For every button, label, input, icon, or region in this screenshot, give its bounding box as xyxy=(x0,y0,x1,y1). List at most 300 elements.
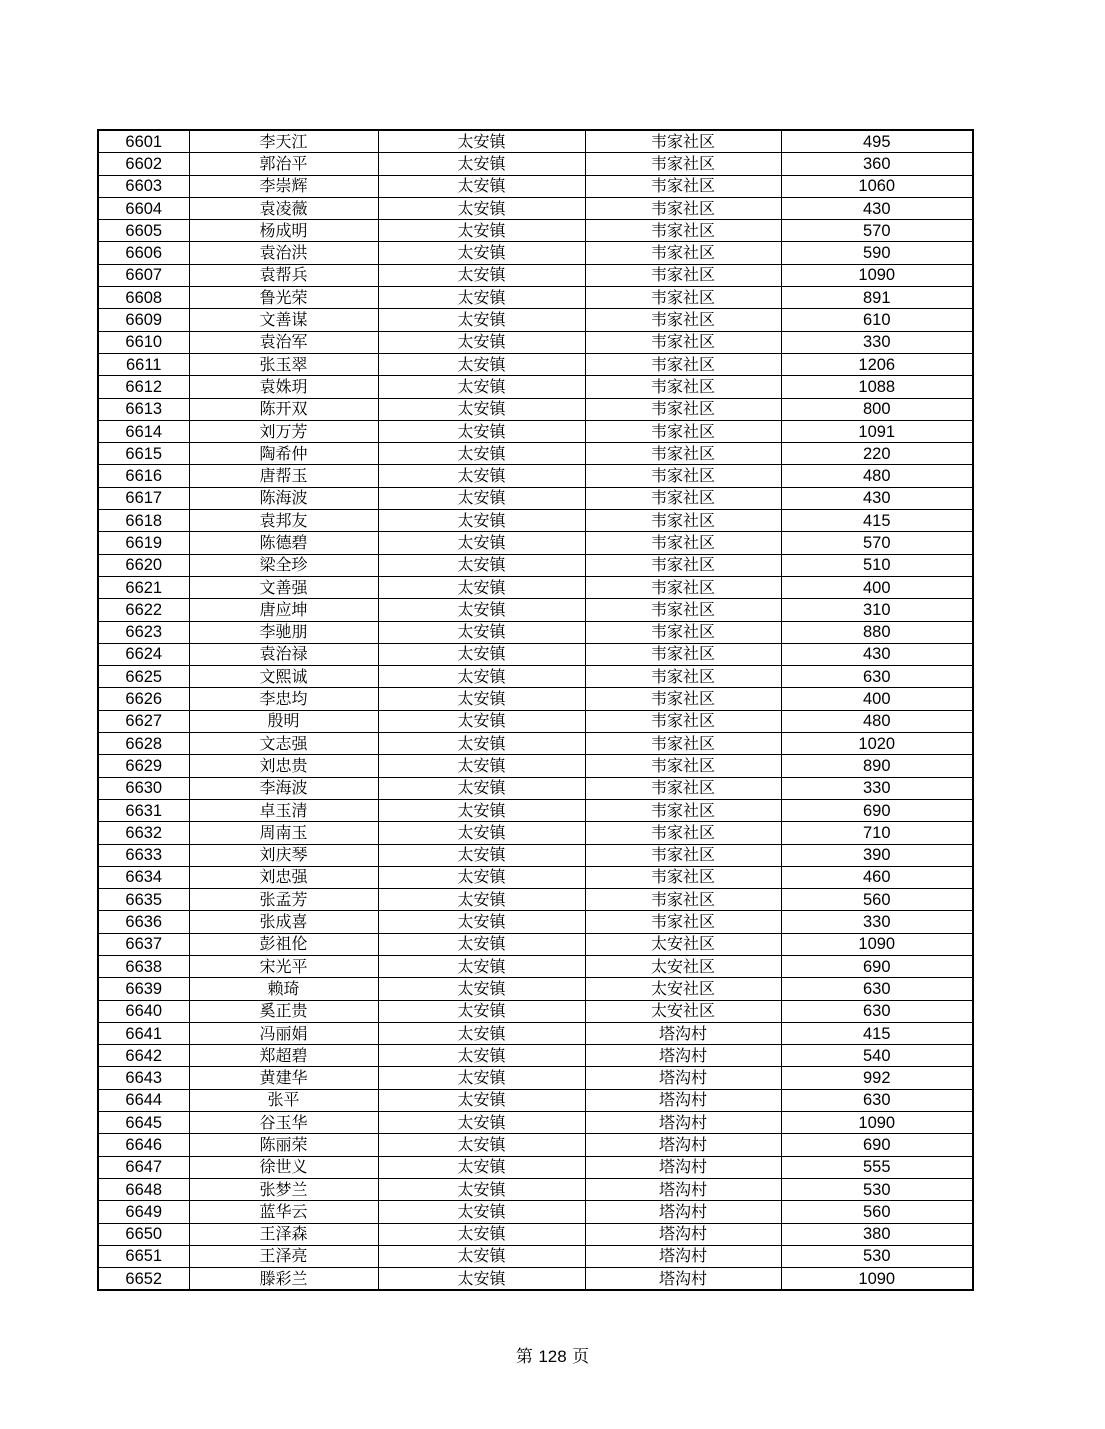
serial-number-cell: 6645 xyxy=(98,1112,189,1134)
table-row xyxy=(98,242,973,264)
community-cell: 韦家社区 xyxy=(585,777,781,799)
serial-number-cell: 6613 xyxy=(98,398,189,420)
table-row xyxy=(98,1134,973,1156)
community-cell: 韦家社区 xyxy=(585,532,781,554)
amount-cell: 570 xyxy=(781,532,973,554)
table-row xyxy=(98,443,973,465)
table-row xyxy=(98,643,973,665)
amount-cell: 430 xyxy=(781,197,973,219)
amount-cell: 480 xyxy=(781,465,973,487)
name-cell: 彭祖伦 xyxy=(189,933,378,955)
town-cell: 太安镇 xyxy=(378,197,585,219)
name-cell: 袁邦友 xyxy=(189,510,378,532)
name-cell: 杨成明 xyxy=(189,220,378,242)
serial-number-cell: 6635 xyxy=(98,889,189,911)
amount-cell: 330 xyxy=(781,911,973,933)
name-cell: 文志强 xyxy=(189,733,378,755)
town-cell: 太安镇 xyxy=(378,398,585,420)
serial-number-cell: 6641 xyxy=(98,1022,189,1044)
town-cell: 太安镇 xyxy=(378,710,585,732)
community-cell: 韦家社区 xyxy=(585,420,781,442)
serial-number-cell: 6612 xyxy=(98,376,189,398)
table-row xyxy=(98,978,973,1000)
table-row xyxy=(98,1112,973,1134)
community-cell: 塔沟村 xyxy=(585,1112,781,1134)
table-row xyxy=(98,309,973,331)
town-cell: 太安镇 xyxy=(378,1178,585,1200)
serial-number-cell: 6623 xyxy=(98,621,189,643)
table-row xyxy=(98,799,973,821)
amount-cell: 510 xyxy=(781,554,973,576)
table-row xyxy=(98,353,973,375)
table-row xyxy=(98,287,973,309)
community-cell: 太安社区 xyxy=(585,1000,781,1022)
amount-cell: 1090 xyxy=(781,933,973,955)
name-cell: 李忠均 xyxy=(189,688,378,710)
table-row xyxy=(98,688,973,710)
town-cell: 太安镇 xyxy=(378,487,585,509)
community-cell: 塔沟村 xyxy=(585,1134,781,1156)
table-row xyxy=(98,621,973,643)
name-cell: 卓玉清 xyxy=(189,799,378,821)
serial-number-cell: 6620 xyxy=(98,554,189,576)
community-cell: 塔沟村 xyxy=(585,1245,781,1267)
town-cell: 太安镇 xyxy=(378,576,585,598)
table-row xyxy=(98,755,973,777)
community-cell: 太安社区 xyxy=(585,978,781,1000)
name-cell: 张孟芳 xyxy=(189,889,378,911)
name-cell: 李天江 xyxy=(189,130,378,153)
town-cell: 太安镇 xyxy=(378,1134,585,1156)
serial-number-cell: 6610 xyxy=(98,331,189,353)
table-row xyxy=(98,844,973,866)
name-cell: 梁全珍 xyxy=(189,554,378,576)
town-cell: 太安镇 xyxy=(378,1268,585,1291)
table-row xyxy=(98,197,973,219)
community-cell: 韦家社区 xyxy=(585,911,781,933)
table-row xyxy=(98,510,973,532)
town-cell: 太安镇 xyxy=(378,443,585,465)
table-row xyxy=(98,465,973,487)
table-row xyxy=(98,1022,973,1044)
community-cell: 塔沟村 xyxy=(585,1223,781,1245)
amount-cell: 1060 xyxy=(781,175,973,197)
table-body xyxy=(98,130,973,1290)
serial-number-cell: 6649 xyxy=(98,1201,189,1223)
community-cell: 韦家社区 xyxy=(585,175,781,197)
community-cell: 韦家社区 xyxy=(585,510,781,532)
town-cell: 太安镇 xyxy=(378,911,585,933)
amount-cell: 415 xyxy=(781,1022,973,1044)
name-cell: 周南玉 xyxy=(189,822,378,844)
table-row xyxy=(98,576,973,598)
amount-cell: 630 xyxy=(781,666,973,688)
table-row xyxy=(98,554,973,576)
name-cell: 郭治平 xyxy=(189,153,378,175)
community-cell: 塔沟村 xyxy=(585,1067,781,1089)
amount-cell: 690 xyxy=(781,799,973,821)
town-cell: 太安镇 xyxy=(378,1201,585,1223)
community-cell: 塔沟村 xyxy=(585,1089,781,1111)
community-cell: 韦家社区 xyxy=(585,710,781,732)
amount-cell: 460 xyxy=(781,866,973,888)
town-cell: 太安镇 xyxy=(378,621,585,643)
community-cell: 韦家社区 xyxy=(585,242,781,264)
name-cell: 刘万芳 xyxy=(189,420,378,442)
serial-number-cell: 6602 xyxy=(98,153,189,175)
serial-number-cell: 6601 xyxy=(98,130,189,153)
community-cell: 韦家社区 xyxy=(585,643,781,665)
page-number: 128 xyxy=(538,1347,567,1366)
amount-cell: 560 xyxy=(781,1201,973,1223)
town-cell: 太安镇 xyxy=(378,643,585,665)
name-cell: 陶希仲 xyxy=(189,443,378,465)
table-row xyxy=(98,153,973,175)
table-row xyxy=(98,955,973,977)
town-cell: 太安镇 xyxy=(378,309,585,331)
name-cell: 陈德碧 xyxy=(189,532,378,554)
town-cell: 太安镇 xyxy=(378,1067,585,1089)
amount-cell: 480 xyxy=(781,710,973,732)
name-cell: 刘忠贵 xyxy=(189,755,378,777)
town-cell: 太安镇 xyxy=(378,353,585,375)
town-cell: 太安镇 xyxy=(378,688,585,710)
community-cell: 塔沟村 xyxy=(585,1022,781,1044)
amount-cell: 430 xyxy=(781,643,973,665)
amount-cell: 630 xyxy=(781,1000,973,1022)
name-cell: 陈丽荣 xyxy=(189,1134,378,1156)
serial-number-cell: 6631 xyxy=(98,799,189,821)
serial-number-cell: 6638 xyxy=(98,955,189,977)
community-cell: 韦家社区 xyxy=(585,130,781,153)
amount-cell: 415 xyxy=(781,510,973,532)
town-cell: 太安镇 xyxy=(378,1112,585,1134)
community-cell: 韦家社区 xyxy=(585,755,781,777)
community-cell: 韦家社区 xyxy=(585,666,781,688)
amount-cell: 530 xyxy=(781,1178,973,1200)
name-cell: 奚正贵 xyxy=(189,1000,378,1022)
town-cell: 太安镇 xyxy=(378,1245,585,1267)
community-cell: 韦家社区 xyxy=(585,220,781,242)
amount-cell: 690 xyxy=(781,955,973,977)
page-prefix: 第 xyxy=(515,1347,533,1367)
table-row xyxy=(98,487,973,509)
name-cell: 黄建华 xyxy=(189,1067,378,1089)
town-cell: 太安镇 xyxy=(378,733,585,755)
serial-number-cell: 6633 xyxy=(98,844,189,866)
name-cell: 李崇辉 xyxy=(189,175,378,197)
name-cell: 刘庆琴 xyxy=(189,844,378,866)
table-row xyxy=(98,398,973,420)
table-row xyxy=(98,733,973,755)
amount-cell: 330 xyxy=(781,331,973,353)
table-row xyxy=(98,1156,973,1178)
amount-cell: 1091 xyxy=(781,420,973,442)
town-cell: 太安镇 xyxy=(378,777,585,799)
community-cell: 韦家社区 xyxy=(585,353,781,375)
town-cell: 太安镇 xyxy=(378,287,585,309)
table-row xyxy=(98,866,973,888)
name-cell: 刘忠强 xyxy=(189,866,378,888)
serial-number-cell: 6604 xyxy=(98,197,189,219)
table-row xyxy=(98,1268,973,1291)
community-cell: 韦家社区 xyxy=(585,599,781,621)
town-cell: 太安镇 xyxy=(378,532,585,554)
town-cell: 太安镇 xyxy=(378,666,585,688)
town-cell: 太安镇 xyxy=(378,554,585,576)
serial-number-cell: 6637 xyxy=(98,933,189,955)
table-row xyxy=(98,1045,973,1067)
community-cell: 韦家社区 xyxy=(585,576,781,598)
town-cell: 太安镇 xyxy=(378,599,585,621)
town-cell: 太安镇 xyxy=(378,465,585,487)
town-cell: 太安镇 xyxy=(378,1000,585,1022)
amount-cell: 540 xyxy=(781,1045,973,1067)
amount-cell: 310 xyxy=(781,599,973,621)
name-cell: 蓝华云 xyxy=(189,1201,378,1223)
name-cell: 袁帮兵 xyxy=(189,264,378,286)
serial-number-cell: 6617 xyxy=(98,487,189,509)
community-cell: 塔沟村 xyxy=(585,1201,781,1223)
serial-number-cell: 6651 xyxy=(98,1245,189,1267)
community-cell: 韦家社区 xyxy=(585,398,781,420)
community-cell: 韦家社区 xyxy=(585,889,781,911)
table-row xyxy=(98,1245,973,1267)
community-cell: 塔沟村 xyxy=(585,1178,781,1200)
name-cell: 文善强 xyxy=(189,576,378,598)
table-row xyxy=(98,1089,973,1111)
serial-number-cell: 6619 xyxy=(98,532,189,554)
serial-number-cell: 6608 xyxy=(98,287,189,309)
name-cell: 王泽亮 xyxy=(189,1245,378,1267)
name-cell: 张梦兰 xyxy=(189,1178,378,1200)
serial-number-cell: 6616 xyxy=(98,465,189,487)
serial-number-cell: 6611 xyxy=(98,353,189,375)
amount-cell: 1088 xyxy=(781,376,973,398)
amount-cell: 570 xyxy=(781,220,973,242)
name-cell: 陈开双 xyxy=(189,398,378,420)
town-cell: 太安镇 xyxy=(378,822,585,844)
community-cell: 太安社区 xyxy=(585,933,781,955)
table-row xyxy=(98,376,973,398)
name-cell: 张平 xyxy=(189,1089,378,1111)
community-cell: 韦家社区 xyxy=(585,866,781,888)
table-row xyxy=(98,220,973,242)
community-cell: 韦家社区 xyxy=(585,844,781,866)
community-cell: 韦家社区 xyxy=(585,197,781,219)
amount-cell: 890 xyxy=(781,755,973,777)
town-cell: 太安镇 xyxy=(378,799,585,821)
table-row xyxy=(98,889,973,911)
serial-number-cell: 6618 xyxy=(98,510,189,532)
serial-number-cell: 6603 xyxy=(98,175,189,197)
name-cell: 袁治禄 xyxy=(189,643,378,665)
town-cell: 太安镇 xyxy=(378,175,585,197)
table-row xyxy=(98,710,973,732)
serial-number-cell: 6627 xyxy=(98,710,189,732)
serial-number-cell: 6634 xyxy=(98,866,189,888)
amount-cell: 891 xyxy=(781,287,973,309)
serial-number-cell: 6652 xyxy=(98,1268,189,1291)
table-row xyxy=(98,130,973,153)
table-row xyxy=(98,175,973,197)
amount-cell: 800 xyxy=(781,398,973,420)
serial-number-cell: 6614 xyxy=(98,420,189,442)
community-cell: 塔沟村 xyxy=(585,1045,781,1067)
town-cell: 太安镇 xyxy=(378,242,585,264)
serial-number-cell: 6625 xyxy=(98,666,189,688)
name-cell: 李驰朋 xyxy=(189,621,378,643)
serial-number-cell: 6607 xyxy=(98,264,189,286)
serial-number-cell: 6609 xyxy=(98,309,189,331)
serial-number-cell: 6646 xyxy=(98,1134,189,1156)
name-cell: 李海波 xyxy=(189,777,378,799)
name-cell: 文熙诚 xyxy=(189,666,378,688)
town-cell: 太安镇 xyxy=(378,1223,585,1245)
serial-number-cell: 6606 xyxy=(98,242,189,264)
page-footer xyxy=(0,1342,1105,1367)
town-cell: 太安镇 xyxy=(378,264,585,286)
town-cell: 太安镇 xyxy=(378,866,585,888)
amount-cell: 360 xyxy=(781,153,973,175)
town-cell: 太安镇 xyxy=(378,153,585,175)
town-cell: 太安镇 xyxy=(378,331,585,353)
community-cell: 塔沟村 xyxy=(585,1268,781,1291)
town-cell: 太安镇 xyxy=(378,955,585,977)
serial-number-cell: 6647 xyxy=(98,1156,189,1178)
community-cell: 韦家社区 xyxy=(585,287,781,309)
community-cell: 韦家社区 xyxy=(585,264,781,286)
name-cell: 袁治军 xyxy=(189,331,378,353)
serial-number-cell: 6630 xyxy=(98,777,189,799)
amount-cell: 390 xyxy=(781,844,973,866)
community-cell: 韦家社区 xyxy=(585,487,781,509)
amount-cell: 710 xyxy=(781,822,973,844)
community-cell: 韦家社区 xyxy=(585,799,781,821)
community-cell: 韦家社区 xyxy=(585,822,781,844)
amount-cell: 560 xyxy=(781,889,973,911)
name-cell: 袁凌薇 xyxy=(189,197,378,219)
name-cell: 郑超碧 xyxy=(189,1045,378,1067)
serial-number-cell: 6644 xyxy=(98,1089,189,1111)
serial-number-cell: 6632 xyxy=(98,822,189,844)
name-cell: 王泽森 xyxy=(189,1223,378,1245)
town-cell: 太安镇 xyxy=(378,220,585,242)
name-cell: 陈海波 xyxy=(189,487,378,509)
community-cell: 塔沟村 xyxy=(585,1156,781,1178)
amount-cell: 400 xyxy=(781,576,973,598)
amount-cell: 400 xyxy=(781,688,973,710)
community-cell: 韦家社区 xyxy=(585,621,781,643)
town-cell: 太安镇 xyxy=(378,420,585,442)
community-cell: 韦家社区 xyxy=(585,153,781,175)
table-row xyxy=(98,1201,973,1223)
community-cell: 韦家社区 xyxy=(585,688,781,710)
serial-number-cell: 6636 xyxy=(98,911,189,933)
community-cell: 韦家社区 xyxy=(585,331,781,353)
name-cell: 唐应坤 xyxy=(189,599,378,621)
amount-cell: 495 xyxy=(781,130,973,153)
name-cell: 谷玉华 xyxy=(189,1112,378,1134)
community-cell: 韦家社区 xyxy=(585,309,781,331)
serial-number-cell: 6622 xyxy=(98,599,189,621)
amount-cell: 992 xyxy=(781,1067,973,1089)
serial-number-cell: 6640 xyxy=(98,1000,189,1022)
amount-cell: 330 xyxy=(781,777,973,799)
town-cell: 太安镇 xyxy=(378,1156,585,1178)
serial-number-cell: 6642 xyxy=(98,1045,189,1067)
table-row xyxy=(98,420,973,442)
amount-cell: 1206 xyxy=(781,353,973,375)
table-row xyxy=(98,933,973,955)
town-cell: 太安镇 xyxy=(378,889,585,911)
table-row xyxy=(98,666,973,688)
table-row xyxy=(98,911,973,933)
community-cell: 韦家社区 xyxy=(585,443,781,465)
town-cell: 太安镇 xyxy=(378,510,585,532)
table-row xyxy=(98,1223,973,1245)
town-cell: 太安镇 xyxy=(378,376,585,398)
serial-number-cell: 6643 xyxy=(98,1067,189,1089)
name-cell: 冯丽娟 xyxy=(189,1022,378,1044)
name-cell: 张成喜 xyxy=(189,911,378,933)
amount-cell: 630 xyxy=(781,978,973,1000)
amount-cell: 380 xyxy=(781,1223,973,1245)
table-row xyxy=(98,777,973,799)
table-row xyxy=(98,1067,973,1089)
table-row xyxy=(98,331,973,353)
serial-number-cell: 6615 xyxy=(98,443,189,465)
amount-cell: 530 xyxy=(781,1245,973,1267)
serial-number-cell: 6621 xyxy=(98,576,189,598)
page-suffix: 页 xyxy=(572,1347,590,1367)
amount-cell: 630 xyxy=(781,1089,973,1111)
town-cell: 太安镇 xyxy=(378,1022,585,1044)
amount-cell: 555 xyxy=(781,1156,973,1178)
serial-number-cell: 6624 xyxy=(98,643,189,665)
town-cell: 太安镇 xyxy=(378,1089,585,1111)
amount-cell: 430 xyxy=(781,487,973,509)
table-row xyxy=(98,822,973,844)
name-cell: 袁姝玥 xyxy=(189,376,378,398)
name-cell: 唐帮玉 xyxy=(189,465,378,487)
community-cell: 太安社区 xyxy=(585,955,781,977)
town-cell: 太安镇 xyxy=(378,755,585,777)
table-row xyxy=(98,599,973,621)
serial-number-cell: 6626 xyxy=(98,688,189,710)
serial-number-cell: 6639 xyxy=(98,978,189,1000)
amount-cell: 1090 xyxy=(781,264,973,286)
name-cell: 张玉翠 xyxy=(189,353,378,375)
community-cell: 韦家社区 xyxy=(585,733,781,755)
name-cell: 赖琦 xyxy=(189,978,378,1000)
town-cell: 太安镇 xyxy=(378,933,585,955)
table-row xyxy=(98,532,973,554)
name-cell: 殷明 xyxy=(189,710,378,732)
name-cell: 文善谋 xyxy=(189,309,378,331)
amount-cell: 590 xyxy=(781,242,973,264)
name-cell: 徐世义 xyxy=(189,1156,378,1178)
name-cell: 滕彩兰 xyxy=(189,1268,378,1291)
table-row xyxy=(98,264,973,286)
town-cell: 太安镇 xyxy=(378,1045,585,1067)
serial-number-cell: 6629 xyxy=(98,755,189,777)
table-row xyxy=(98,1178,973,1200)
amount-cell: 1090 xyxy=(781,1112,973,1134)
amount-cell: 610 xyxy=(781,309,973,331)
town-cell: 太安镇 xyxy=(378,844,585,866)
amount-cell: 220 xyxy=(781,443,973,465)
